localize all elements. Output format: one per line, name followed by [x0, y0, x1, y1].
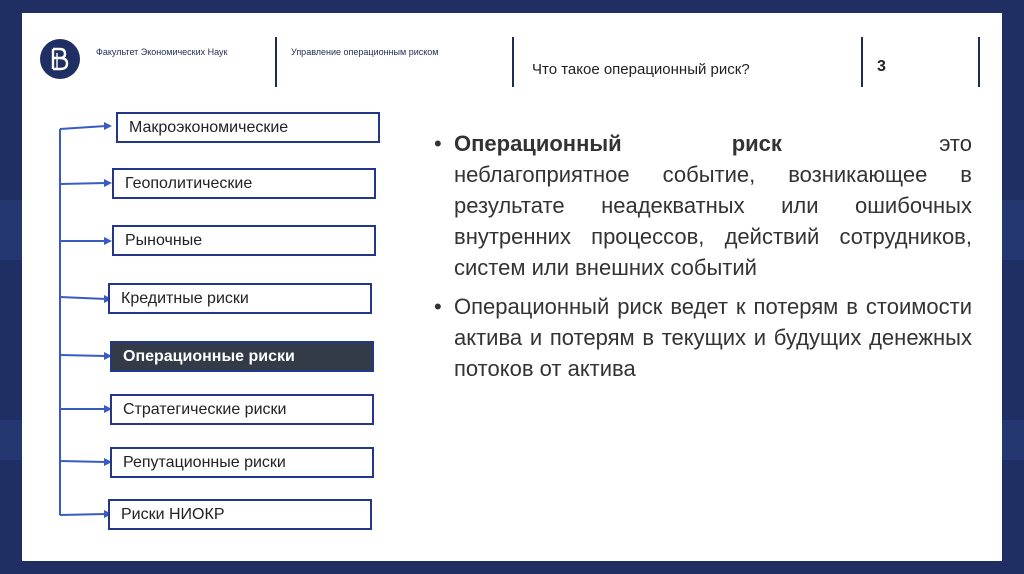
definition-term-1: Операционный [454, 131, 622, 156]
hse-logo-icon [49, 47, 71, 71]
slide-title: Что такое операционный риск? [532, 61, 750, 78]
header-divider-4 [978, 37, 980, 87]
page-number: 3 [877, 58, 886, 75]
header-divider-1 [275, 37, 277, 87]
risk-item-macro: Макроэкономические [116, 112, 380, 143]
risk-item-market: Рыночные [112, 225, 376, 256]
hse-logo [40, 39, 80, 79]
bullet-losses [434, 291, 972, 384]
header-divider-2 [512, 37, 514, 87]
faculty-name: Факультет Экономических Наук [96, 47, 228, 57]
definition-term-2: риск [731, 131, 782, 156]
slide [22, 13, 1002, 561]
header-divider-3 [861, 37, 863, 87]
bullet-definition [434, 128, 972, 283]
bullet-dot: • [434, 294, 442, 319]
risk-item-geopolitical: Геополитические [112, 168, 376, 199]
risk-item-strategic: Стратегические риски [110, 394, 374, 425]
course-name: Управление операционным риском [291, 47, 439, 57]
risk-item-rnd: Риски НИОКР [108, 499, 372, 530]
risk-item-credit: Кредитные риски [108, 283, 372, 314]
risk-item-operational: Операционные риски [110, 341, 374, 372]
bullet-losses-text: Операционный риск ведет к потерям в стоимости актива и потерям в текущих и будущих денежных потоков от актива [454, 294, 972, 381]
definition-body: это неблагоприятное событие, возникающее в результате неадекватных или ошибочных внутренних процессов, действий сотрудников, систем или внешних событий [454, 131, 972, 280]
bullet-dot: • [434, 131, 442, 156]
risk-item-reputational: Репутационные риски [110, 447, 374, 478]
definition-bullets [434, 128, 972, 384]
bullet-definition-text [454, 128, 972, 283]
